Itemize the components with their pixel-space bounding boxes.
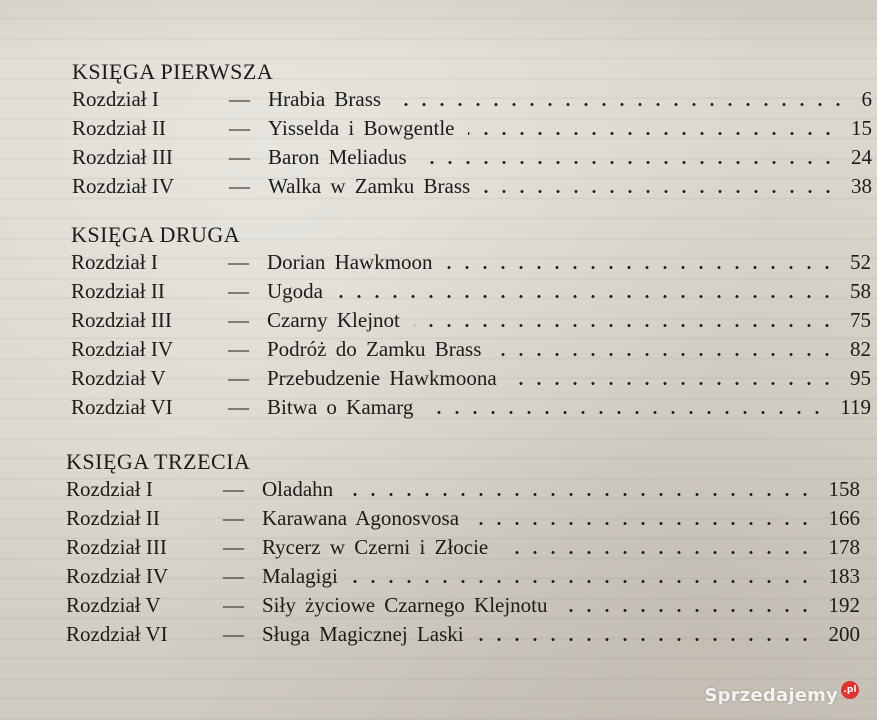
section-heading: KSIĘGA PIERWSZA: [72, 59, 274, 84]
chapter-label: Rozdział II: [72, 116, 166, 140]
dot-leader: [502, 551, 814, 554]
toc-entry: [66, 620, 860, 649]
page-number: 6: [861, 87, 872, 111]
dot-leader: [337, 295, 836, 298]
toc-entry: [66, 562, 860, 591]
dot-leader: [347, 493, 814, 496]
chapter-dash: —: [228, 279, 249, 303]
chapter-label: Rozdział V: [71, 366, 166, 390]
chapter-label: Rozdział IV: [72, 174, 175, 198]
chapter-title: Malagigi: [262, 564, 338, 588]
page-number: 75: [850, 308, 871, 332]
page-number: 166: [828, 506, 860, 530]
chapter-title: Podróż do Zamku Brass: [267, 337, 482, 361]
chapter-title: Rycerz w Czerni i Złocie: [262, 535, 489, 559]
toc-entry: [72, 85, 872, 114]
watermark-text: Sprzedajemy: [704, 684, 838, 706]
chapter-dash: —: [223, 564, 244, 588]
chapter-dash: —: [223, 535, 244, 559]
chapter-dash: —: [228, 366, 249, 390]
dot-leader: [447, 266, 836, 269]
chapter-dash: —: [228, 308, 249, 332]
page-number: 82: [850, 337, 871, 361]
chapter-label: Rozdział V: [66, 593, 161, 617]
chapter-label: Rozdział III: [72, 145, 173, 169]
dot-leader: [468, 132, 837, 135]
chapter-dash: —: [229, 116, 250, 140]
chapter-title: Baron Meliadus: [268, 145, 407, 169]
dot-leader: [484, 190, 837, 193]
page-number: 192: [828, 593, 860, 617]
dot-leader: [352, 580, 814, 583]
dot-leader: [495, 353, 836, 356]
chapter-dash: —: [223, 593, 244, 617]
chapter-dash: —: [229, 174, 250, 198]
chapter-label: Rozdział VI: [66, 622, 168, 646]
book-section-2: [71, 222, 871, 422]
chapter-title: Oladahn: [262, 477, 334, 501]
chapter-dash: —: [223, 622, 244, 646]
dot-leader: [421, 161, 837, 164]
chapter-label: Rozdział VI: [71, 395, 173, 419]
page-number: 52: [850, 250, 871, 274]
toc-entry: [71, 306, 871, 335]
dot-leader: [395, 103, 847, 106]
chapter-title: Ugoda: [267, 279, 323, 303]
chapter-dash: —: [229, 145, 250, 169]
chapter-label: Rozdział II: [71, 279, 165, 303]
page-number: 178: [828, 535, 860, 559]
chapter-dash: —: [223, 477, 244, 501]
dot-leader: [473, 522, 814, 525]
chapter-title: Yisselda i Bowgentle: [268, 116, 455, 140]
section-heading: KSIĘGA DRUGA: [71, 222, 241, 247]
chapter-title: Czarny Klejnot: [267, 308, 400, 332]
toc-entry: [72, 172, 872, 201]
chapter-label: Rozdział IV: [71, 337, 174, 361]
toc-entry: [71, 335, 871, 364]
chapter-dash: —: [228, 250, 249, 274]
chapter-dash: —: [228, 337, 249, 361]
page-number: 95: [850, 366, 871, 390]
chapter-dash: —: [229, 87, 250, 111]
chapter-label: Rozdział II: [66, 506, 160, 530]
watermark-badge: .pl: [841, 681, 859, 699]
toc-entry: [66, 475, 860, 504]
chapter-title: Hrabia Brass: [268, 87, 382, 111]
watermark-logo: [704, 682, 859, 708]
page-number: 15: [851, 116, 872, 140]
section-heading: KSIĘGA TRZECIA: [66, 449, 251, 474]
chapter-title: Siły życiowe Czarnego Klejnotu: [262, 593, 548, 617]
page-number: 119: [840, 395, 871, 419]
page-number: 24: [851, 145, 872, 169]
chapter-label: Rozdział I: [66, 477, 153, 501]
page-number: 183: [828, 564, 860, 588]
dot-leader: [478, 638, 814, 641]
chapter-title: Przebudzenie Hawkmoona: [267, 366, 497, 390]
dot-leader: [511, 382, 836, 385]
toc-entry: [71, 248, 871, 277]
chapter-title: Dorian Hawkmoon: [267, 250, 433, 274]
chapter-dash: —: [228, 395, 249, 419]
toc-entry: [66, 533, 860, 562]
dot-leader: [414, 324, 836, 327]
chapter-title: Sługa Magicznej Laski: [262, 622, 464, 646]
chapter-title: Karawana Agonosvosa: [262, 506, 460, 530]
chapter-label: Rozdział I: [71, 250, 158, 274]
toc-entry: [71, 393, 871, 422]
chapter-dash: —: [223, 506, 244, 530]
page-number: 200: [828, 622, 860, 646]
chapter-label: Rozdział IV: [66, 564, 169, 588]
chapter-label: Rozdział III: [71, 308, 172, 332]
toc-entry: [71, 277, 871, 306]
chapter-label: Rozdział III: [66, 535, 167, 559]
toc-entry: [72, 143, 872, 172]
dot-leader: [562, 609, 814, 612]
chapter-title: Walka w Zamku Brass: [268, 174, 471, 198]
dot-leader: [427, 411, 826, 414]
page-number: 58: [850, 279, 871, 303]
chapter-title: Bitwa o Kamarg: [267, 395, 414, 419]
chapter-label: Rozdział I: [72, 87, 159, 111]
toc-entry: [66, 504, 860, 533]
book-section-1: [72, 59, 872, 201]
page-number: 38: [851, 174, 872, 198]
page-number: 158: [828, 477, 860, 501]
toc-entry: [71, 364, 871, 393]
toc-entry: [72, 114, 872, 143]
book-section-3: [66, 449, 860, 649]
toc-entry: [66, 591, 860, 620]
